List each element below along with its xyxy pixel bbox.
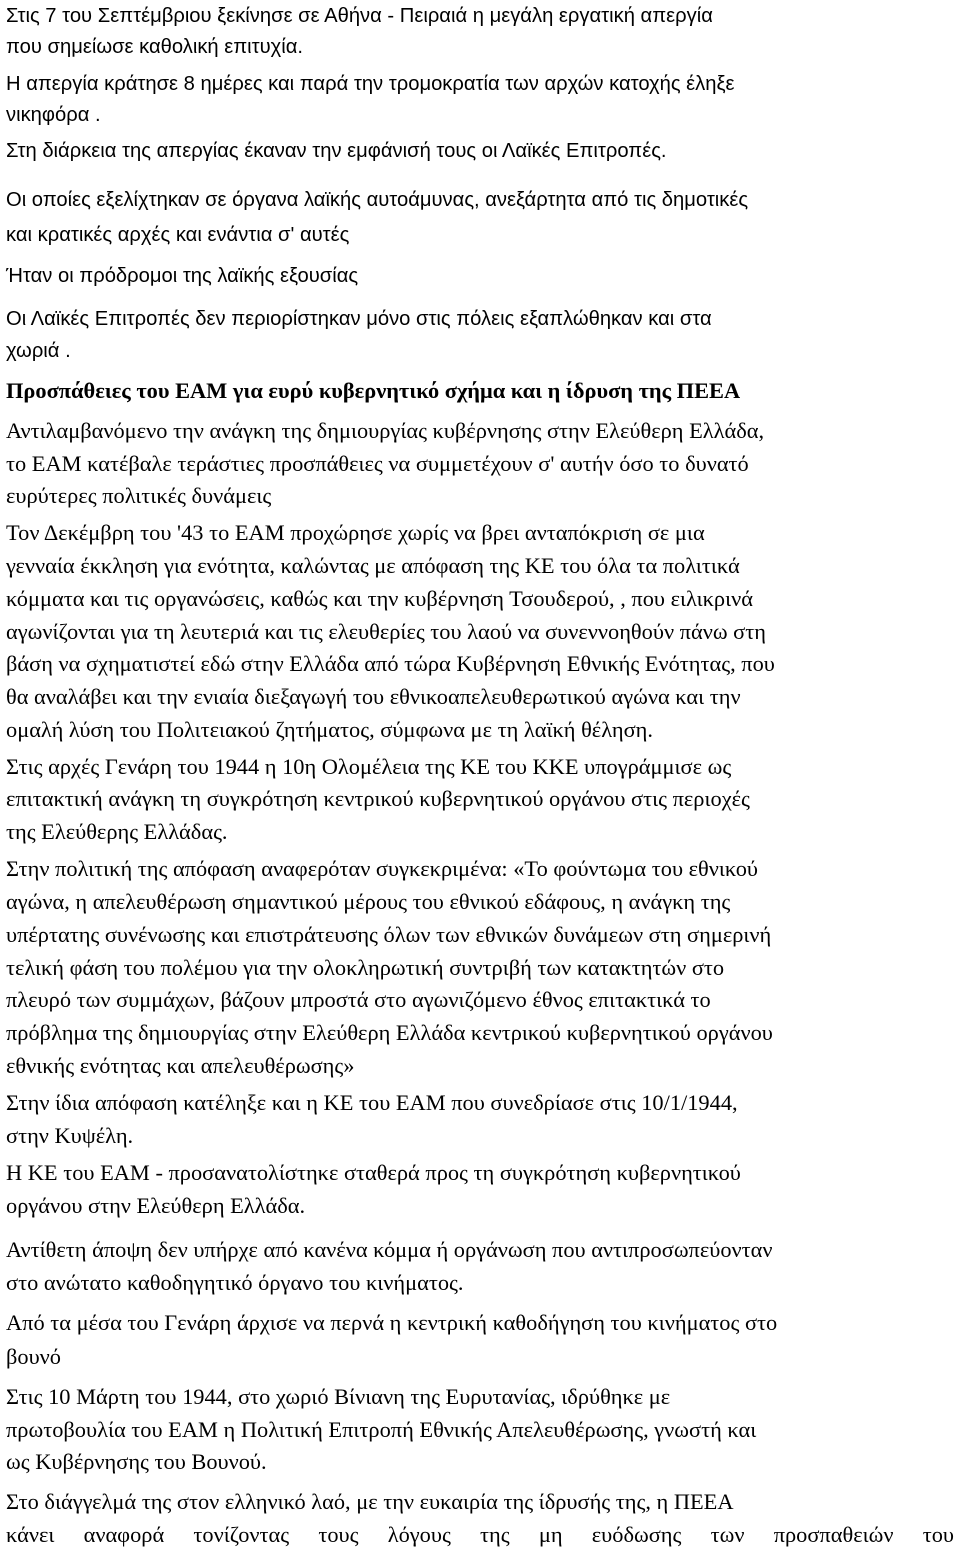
text-line: θα αναλάβει και την ενιαία διεξαγωγή του εθνικοαπελευθερωτικού αγώνα και την	[6, 684, 741, 709]
text-line: Η ΚΕ του ΕΑΜ - προσανατολίστηκε σταθερά προς τη συγκρότηση κυβερνητικού	[6, 1160, 741, 1185]
text-line: υπέρτατης συνένωσης και επιστράτευσης όλων των εθνικών δυνάμεων στη σημερινή	[6, 922, 772, 947]
text-line: αγωνίζονται για τη λευτεριά και τις ελευθερίες του λαού να συνεννοηθούν πάνω στη	[6, 619, 766, 644]
text-line: Οι οποίες εξελίχτηκαν σε όργανα λαϊκής αυτοάμυνας, ανεξάρτητα από τις δημοτικές	[6, 189, 749, 211]
text-line: στο ανώτατο καθοδηγητικό όργανο του κινήματος.	[6, 1270, 464, 1295]
text-line: πρόβλημα της δημιουργίας στην Ελεύθερη Ελλάδα κεντρικού κυβερνητικού οργάνου	[6, 1020, 773, 1045]
text-line: Στην πολιτική της απόφαση αναφερόταν συγκεκριμένα: «Το φούντωμα του εθνικού	[6, 856, 758, 881]
text-line: γενναία έκκληση για ενότητα, καλώντας με απόφαση της ΚΕ του όλα τα πολιτικά	[6, 553, 740, 578]
text-line: της Ελεύθερης Ελλάδας.	[6, 819, 228, 844]
text-line: τελική φάση του πολέμου για την ολοκληρωτική συντριβή των κατακτητών στο	[6, 955, 725, 980]
text-line: οργάνου στην Ελεύθερη Ελλάδα.	[6, 1193, 306, 1218]
text-line: επιτακτική ανάγκη τη συγκρότηση κεντρικού κυβερνητικού οργάνου στις περιοχές	[6, 786, 750, 811]
text-line: αγώνα, η απελευθέρωση σημαντικού μέρους του εθνικού εδάφους, η ανάγκη της	[6, 889, 731, 914]
text-line: Τον Δεκέμβρη του '43 το ΕΑΜ προχώρησε χωρίς να βρει ανταπόκριση σε μια	[6, 520, 705, 545]
text-line: Από τα μέσα του Γενάρη άρχισε να περνά η κεντρική καθοδήγηση του κινήματος στο	[6, 1310, 778, 1335]
text-line: κόμματα και τις οργανώσεις, καθώς και την κυβέρνηση Τσουδερού, , που ειλικρινά	[6, 586, 753, 611]
text-line: Στις 10 Μάρτη του 1944, στο χωριό Βίνιανη της Ευρυτανίας, ιδρύθηκε με	[6, 1384, 671, 1409]
text-line: Στο διάγγελμά της στον ελληνικό λαό, με την ευκαιρία της ίδρυσής της, η ΠΕΕΑ	[6, 1489, 734, 1514]
text-line: χωριά .	[6, 340, 71, 362]
text-line: Ήταν οι πρόδρομοι της λαϊκής εξουσίας	[6, 265, 359, 287]
text-line: το ΕΑΜ κατέβαλε τεράστιες προσπάθειες να συμμετέχουν σ' αυτήν όσο το δυνατό	[6, 451, 749, 476]
text-line: Αντίθετη άποψη δεν υπήρχε από κανένα κόμμα ή οργάνωση που αντιπροσωπεύονταν	[6, 1237, 773, 1262]
text-line: πρωτοβουλία του ΕΑΜ η Πολιτική Επιτροπή Εθνικής Απελευθέρωσης, γνωστή και	[6, 1417, 757, 1442]
text-line: βουνό	[6, 1344, 61, 1369]
text-line: Αντιλαμβανόμενο την ανάγκη της δημιουργίας κυβέρνησης στην Ελεύθερη Ελλάδα,	[6, 418, 765, 443]
text-line: Η απεργία κράτησε 8 ημέρες και παρά την τρομοκρατία των αρχών κατοχής έληξε	[6, 73, 735, 95]
text-line: ευρύτερες πολιτικές δυνάμεις	[6, 483, 272, 508]
text-line: Στην ίδια απόφαση κατέληξε και η ΚΕ του ΕΑΜ που συνεδρίασε στις 10/1/1944,	[6, 1090, 738, 1115]
text-line: κάνει αναφορά τονίζοντας τους λόγους της μη ευόδωσης των προσπαθειών του	[6, 1522, 954, 1547]
text-line: ομαλή λύση του Πολιτειακού ζητήματος, σύμφωνα με τη λαϊκή θέληση.	[6, 717, 653, 742]
text-line: στην Κυψέλη.	[6, 1123, 134, 1148]
text-line: Στις 7 του Σεπτέμβριου ξεκίνησε σε Αθήνα - Πειραιά η μεγάλη εργατική απεργία	[6, 5, 713, 27]
text-line: εθνικής ενότητας και απελευθέρωσης»	[6, 1053, 355, 1078]
text-line: βάση να σχηματιστεί εδώ στην Ελλάδα από τώρα Κυβέρνηση Εθνικής Ενότητας, που	[6, 651, 775, 676]
text-line: ως Κυβέρνησης του Βουνού.	[6, 1449, 267, 1474]
text-line: και κρατικές αρχές και ενάντια σ' αυτές	[6, 224, 350, 246]
text-line: νικηφόρα .	[6, 104, 101, 126]
text-line: Στη διάρκεια της απεργίας έκαναν την εμφάνισή τους οι Λαϊκές Επιτροπές.	[6, 140, 667, 162]
section-heading: Προσπάθειες του ΕΑΜ για ευρύ κυβερνητικό σχήμα και η ίδρυση της ΠΕΕΑ	[6, 378, 741, 403]
text-line: πλευρό των συμμάχων, βάζουν μπροστά στο αγωνιζόμενο έθνος επιτακτικά το	[6, 987, 711, 1012]
text-line: Στις αρχές Γενάρη του 1944 η 10η Ολομέλεια της ΚΕ του ΚΚΕ υπογράμμισε ως	[6, 754, 732, 779]
text-line: Οι Λαϊκές Επιτροπές δεν περιορίστηκαν μόνο στις πόλεις εξαπλώθηκαν και στα	[6, 308, 712, 330]
text-line: που σημείωσε καθολική επιτυχία.	[6, 36, 304, 58]
